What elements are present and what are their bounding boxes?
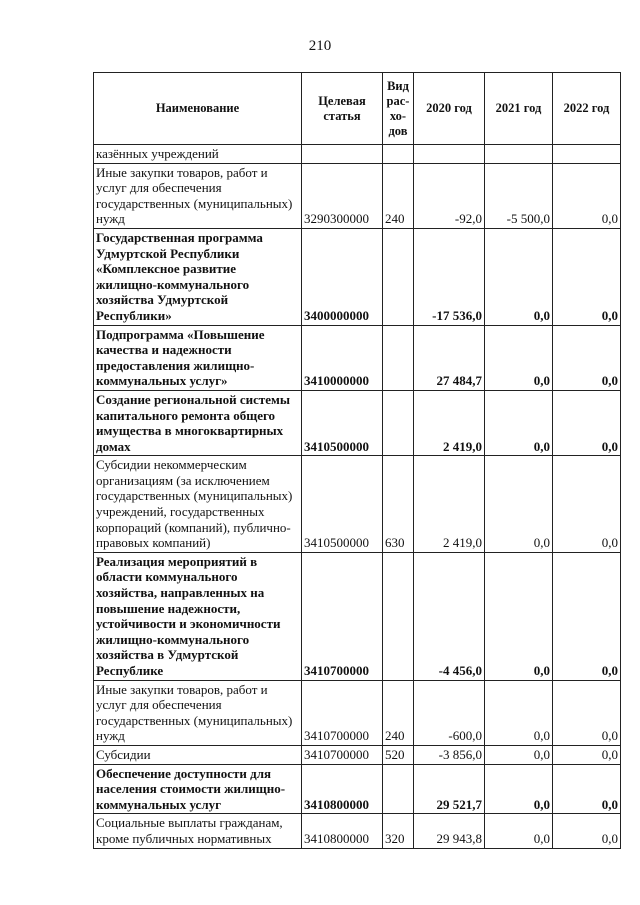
budget-table <box>93 72 621 849</box>
cell-y2022: 0,0 <box>553 456 621 553</box>
cell-y2021: 0,0 <box>485 680 553 745</box>
table-row <box>94 814 621 848</box>
cell-y2022 <box>553 145 621 164</box>
cell-y2021: 0,0 <box>485 228 553 325</box>
table-row <box>94 390 621 455</box>
cell-name: Социальные выплаты гражданам, кроме публичных нормативных <box>94 814 302 848</box>
cell-y2022: 0,0 <box>553 163 621 228</box>
cell-vid <box>383 325 414 390</box>
cell-vid <box>383 390 414 455</box>
cell-name: Подпрограмма «Повышение качества и надежности предоставления жилищно-коммунальных услуг» <box>94 325 302 390</box>
cell-y2022: 0,0 <box>553 552 621 680</box>
cell-y2020: 29 943,8 <box>414 814 485 848</box>
cell-y2020: 2 419,0 <box>414 456 485 553</box>
table-row <box>94 325 621 390</box>
cell-y2021: 0,0 <box>485 390 553 455</box>
cell-y2022: 0,0 <box>553 814 621 848</box>
cell-y2021: 0,0 <box>485 814 553 848</box>
cell-code: 3290300000 <box>302 163 383 228</box>
cell-y2021: 0,0 <box>485 456 553 553</box>
cell-vid: 320 <box>383 814 414 848</box>
page-number: 210 <box>308 38 332 54</box>
cell-name: Субсидии <box>94 745 302 764</box>
cell-y2021: -5 500,0 <box>485 163 553 228</box>
cell-code: 3410000000 <box>302 325 383 390</box>
cell-vid <box>383 552 414 680</box>
header-2021: 2021 год <box>485 73 553 145</box>
cell-y2022: 0,0 <box>553 390 621 455</box>
table-row <box>94 145 621 164</box>
cell-y2020: -3 856,0 <box>414 745 485 764</box>
cell-y2020: -600,0 <box>414 680 485 745</box>
cell-code: 3410700000 <box>302 680 383 745</box>
header-vid: Вид рас- хо- дов <box>383 73 414 145</box>
table-row <box>94 745 621 764</box>
header-name: Наименование <box>94 73 302 145</box>
cell-code: 3400000000 <box>302 228 383 325</box>
cell-y2022: 0,0 <box>553 680 621 745</box>
table-row <box>94 764 621 814</box>
cell-y2020: -92,0 <box>414 163 485 228</box>
cell-y2022: 0,0 <box>553 745 621 764</box>
table-row <box>94 163 621 228</box>
table-row <box>94 228 621 325</box>
cell-vid <box>383 764 414 814</box>
table-body <box>94 145 621 849</box>
cell-vid <box>383 145 414 164</box>
cell-y2020: 29 521,7 <box>414 764 485 814</box>
table-row <box>94 456 621 553</box>
cell-y2020: -17 536,0 <box>414 228 485 325</box>
cell-name: Создание региональной системы капитального ремонта общего имущества в многоквартирных домах <box>94 390 302 455</box>
header-2022: 2022 год <box>553 73 621 145</box>
cell-name: Реализация мероприятий в области коммунального хозяйства, направленных на повышение надежности, устойчивости и экономичности жилищно-коммунального хозяйства в Удмуртской Республике <box>94 552 302 680</box>
cell-name: Обеспечение доступности для населения стоимости жилищно-коммунальных услуг <box>94 764 302 814</box>
cell-name: Иные закупки товаров, работ и услуг для обеспечения государственных (муниципальных) нужд <box>94 163 302 228</box>
cell-vid: 520 <box>383 745 414 764</box>
cell-name: казённых учреждений <box>94 145 302 164</box>
cell-code: 3410700000 <box>302 552 383 680</box>
cell-y2022: 0,0 <box>553 764 621 814</box>
cell-code: 3410800000 <box>302 814 383 848</box>
cell-vid <box>383 228 414 325</box>
cell-code: 3410500000 <box>302 390 383 455</box>
header-target: Целевая статья <box>302 73 383 145</box>
cell-y2020: 27 484,7 <box>414 325 485 390</box>
cell-y2022: 0,0 <box>553 228 621 325</box>
cell-code: 3410800000 <box>302 764 383 814</box>
cell-y2021: 0,0 <box>485 745 553 764</box>
cell-name: Государственная программа Удмуртской Республики «Комплексное развитие жилищно-коммунального хозяйства Удмуртской Республики» <box>94 228 302 325</box>
cell-vid: 240 <box>383 163 414 228</box>
cell-y2020: 2 419,0 <box>414 390 485 455</box>
cell-code <box>302 145 383 164</box>
cell-name: Иные закупки товаров, работ и услуг для обеспечения государственных (муниципальных) нужд <box>94 680 302 745</box>
cell-name: Субсидии некоммерческим организациям (за исключением государственных (муниципальных) учреждений, государственных корпораций (компаний), публично-правовых компаний) <box>94 456 302 553</box>
table-row <box>94 680 621 745</box>
cell-y2020: -4 456,0 <box>414 552 485 680</box>
cell-y2022: 0,0 <box>553 325 621 390</box>
cell-vid: 630 <box>383 456 414 553</box>
table-row <box>94 552 621 680</box>
header-2020: 2020 год <box>414 73 485 145</box>
cell-y2020 <box>414 145 485 164</box>
cell-y2021: 0,0 <box>485 325 553 390</box>
cell-y2021: 0,0 <box>485 764 553 814</box>
cell-y2021 <box>485 145 553 164</box>
cell-y2021: 0,0 <box>485 552 553 680</box>
cell-vid: 240 <box>383 680 414 745</box>
cell-code: 3410500000 <box>302 456 383 553</box>
cell-code: 3410700000 <box>302 745 383 764</box>
header-row <box>94 73 621 145</box>
